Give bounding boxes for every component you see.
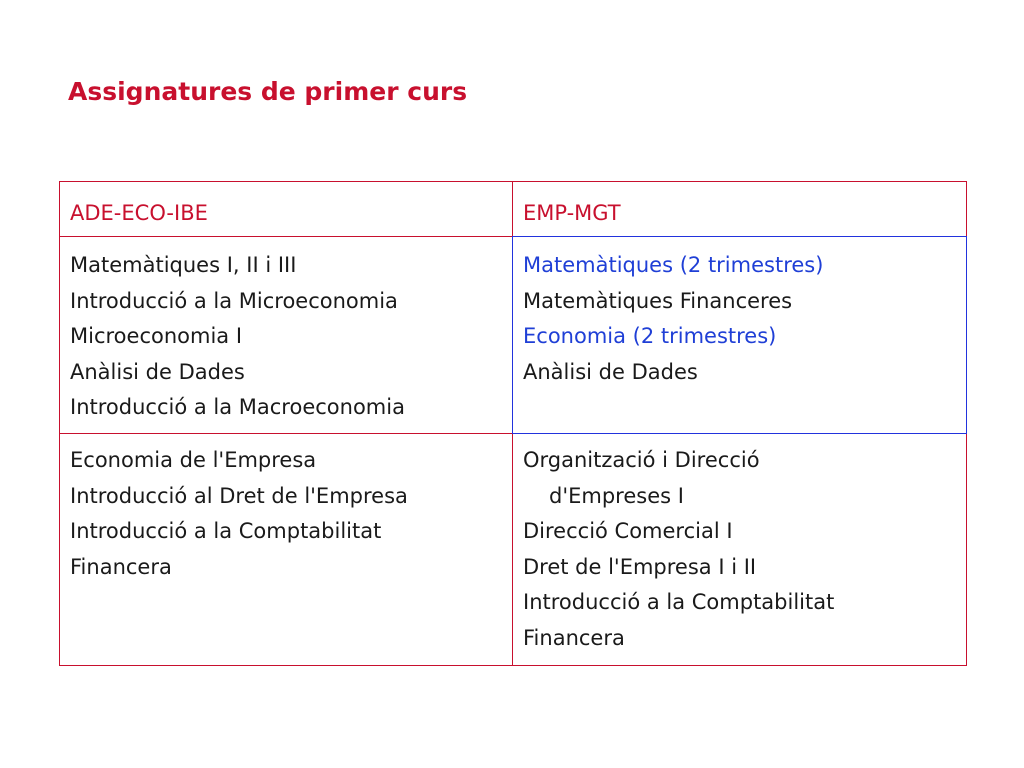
table-border-bottom bbox=[59, 665, 967, 666]
table-border-top bbox=[59, 181, 967, 182]
course-name: Organització i Direcció bbox=[523, 448, 760, 472]
course-name: Introducció a la Macroeconomia bbox=[70, 395, 405, 419]
course-name: Microeconomia I bbox=[70, 324, 243, 348]
highlight-border-bottom bbox=[512, 433, 967, 434]
highlight-border-left bbox=[512, 236, 513, 434]
course-name: Introducció al Dret de l'Empresa bbox=[70, 483, 408, 508]
table-cell-row2-col2 bbox=[512, 443, 967, 656]
table-border-row-left bbox=[59, 433, 512, 434]
course-name: Economia de l'Empresa bbox=[70, 448, 317, 472]
course-name: d'Empreses I bbox=[549, 483, 684, 508]
course-name: Anàlisi de Dades bbox=[70, 359, 245, 384]
table-border-left bbox=[59, 181, 60, 666]
page-title: Assignatures de primer curs bbox=[68, 77, 468, 106]
table-border-header-left bbox=[59, 236, 512, 237]
table-border-right-bottom bbox=[966, 433, 967, 666]
table-header-cell-ade-eco-ibe bbox=[59, 196, 512, 232]
table-cell-row1-col2 bbox=[512, 248, 967, 390]
course-name: Introducció a la Comptabilitat bbox=[70, 519, 382, 543]
course-name: Financera bbox=[70, 554, 172, 579]
course-name: Matemàtiques (2 trimestres) bbox=[523, 253, 824, 277]
course-name: Economia (2 trimestres) bbox=[523, 324, 777, 348]
courses-table bbox=[59, 181, 967, 666]
table-cell-row2-col1 bbox=[59, 443, 512, 585]
course-name: Financera bbox=[523, 625, 625, 650]
highlight-border-right bbox=[966, 236, 967, 434]
course-name: Matemàtiques I, II i III bbox=[70, 253, 297, 277]
column-header: EMP-MGT bbox=[523, 201, 621, 225]
table-border-right-top bbox=[966, 181, 967, 237]
course-name: Matemàtiques Financeres bbox=[523, 288, 793, 313]
table-header-cell-emp-mgt bbox=[512, 196, 967, 232]
course-name: Anàlisi de Dades bbox=[523, 359, 698, 384]
highlight-border-top bbox=[512, 236, 967, 237]
table-border-middle-top bbox=[512, 181, 513, 237]
column-header: ADE-ECO-IBE bbox=[70, 201, 208, 225]
course-name: Dret de l'Empresa I i II bbox=[523, 554, 757, 579]
course-name: Introducció a la Comptabilitat bbox=[523, 590, 835, 614]
course-name: Direcció Comercial I bbox=[523, 519, 733, 543]
table-cell-row1-col1 bbox=[59, 248, 512, 426]
table-border-middle-bottom bbox=[512, 433, 513, 666]
course-name: Introducció a la Microeconomia bbox=[70, 288, 398, 313]
